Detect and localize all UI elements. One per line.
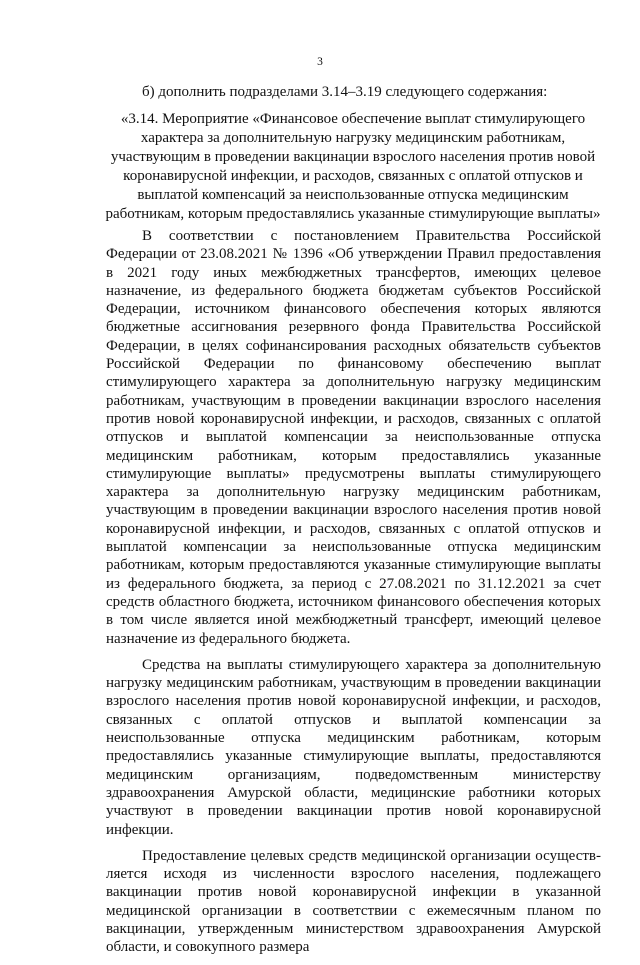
body-text bbox=[106, 227, 601, 965]
paragraph: Средства на выплаты стимулирующего характера за дополнительную нагрузку медицинским работникам, участвующим в проведении вакцинации взрослого населения против новой коронавирусной инфекции, и расходов, связанных с оплатой отпусков и выплатой компенсации за неиспользованные отпуска медицинским работникам, которым предоставлялись указанные стимулирующие выплаты, предоставляются медицинским организациям, подведомственным министерству здравоохранения Амурской области, медицинские работники которых участвуют в проведении вакцинации против новой коронавирусной инфекции. bbox=[106, 656, 601, 838]
paragraph: Предоставление целевых средств медицинской организации осуществляется исходя из численности взрослого населения, подлежащего вакцинации против новой коронавирусной инфекции в указанной медицинской организации в соответствии с ежемесячным планом по вакцинации, утвержденным министерством здравоохранения Амурской области, и совокупного размера bbox=[106, 847, 601, 956]
section-heading: «3.14. Мероприятие «Финансовое обеспечение выплат стимулирующего характера за дополнительную нагрузку медицинским работникам, участвующим в проведении вакцинации взрослого населения против новой коронавирусной инфекции, и расходов, связанных с оплатой отпусков и выплатой компенсаций за неиспользованные отпуска медицинским работникам, которым предоставлялись указанные стимулирующие выплаты» bbox=[105, 111, 601, 222]
page-number: 3 bbox=[317, 56, 323, 68]
paragraph: В соответствии с постановлением Правительства Российской Федерации от 23.08.2021 № 1396 «Об утверждении Правил предоставления в 2021 году иных межбюджетных трансфертов, имеющих целевое назначение, из федерального бюджета бюджетам субъектов Российской Федерации, источником финансового обеспечения которых являются бюджетные ассигнования резервного фонда Правительства Российской Федерации, в целях софинансирования расходных обязательств субъектов Российской Федерации по финансовому обеспечению выплат стимулирующего характера за дополнительную нагрузку медицинским работникам, участвующим в проведении вакцинации взрослого населения против новой коронавирусной инфекции, и расходов, связанных с оплатой отпусков и выплатой компенсации за неиспользованные отпуска медицинским работникам, которым предоставлялись указанные стимулирующие выплаты» предусмотрены выплаты стимулирующего характера за дополнительную нагрузку медицинским работникам, участвующим в проведении вакцинации взрослого населения против новой коронавирусной инфекции, и расходов, связанных с оплатой отпусков и выплатой компенсации за неиспользованные отпуска медицинским работникам, которым предоставляются указанные стимулирующие выплаты из федерального бюджета, за период с 27.08.2021 по 31.12.2021 за счет средств областного бюджета, источником финансового обеспечения которых в том числе является иной межбюджетный трансферт, имеющий целевое назначение из федерального бюджета. bbox=[106, 228, 601, 647]
intro-line: б) дополнить подразделами 3.14–3.19 следующего содержания: bbox=[142, 84, 548, 100]
